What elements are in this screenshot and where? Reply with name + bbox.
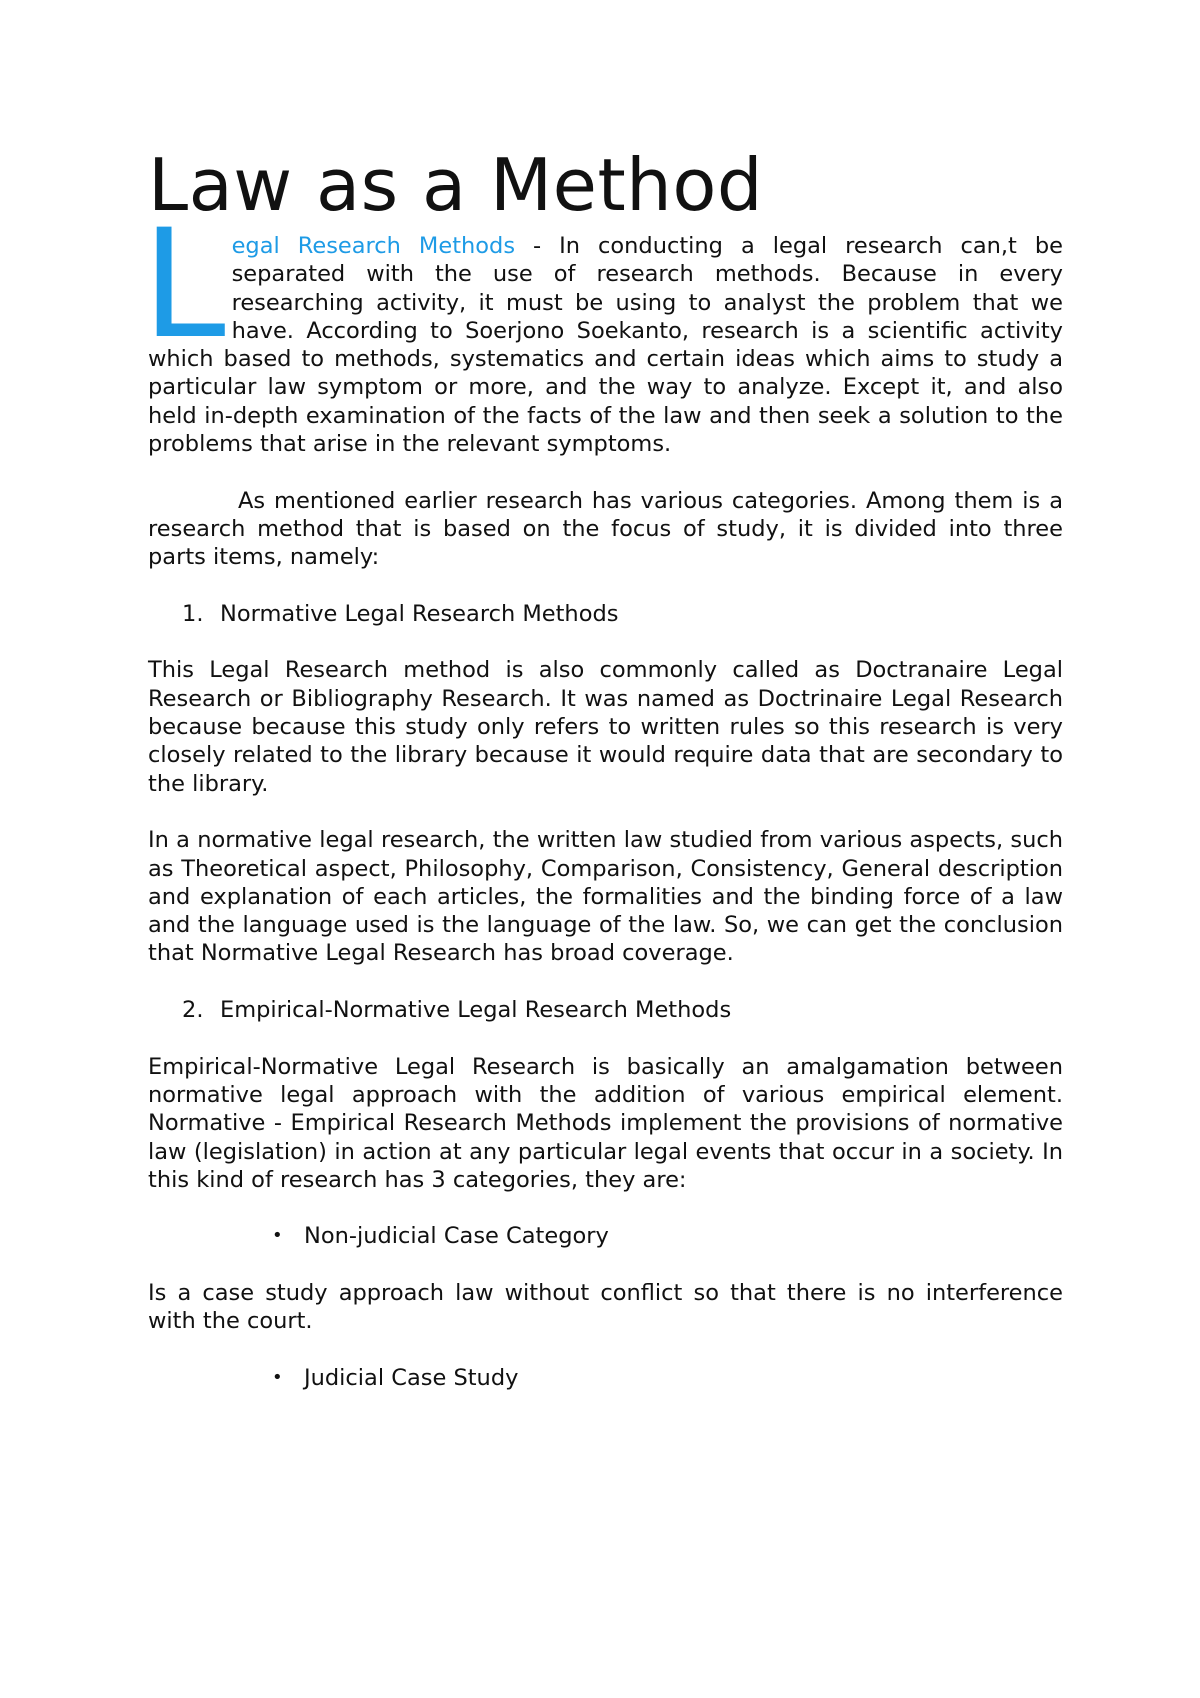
bullet-icon: • — [272, 1366, 283, 1388]
item-label: Normative Legal Research Methods — [220, 600, 619, 627]
empirical-paragraph: Empirical-Normative Legal Research is basically an amalgamation between normative legal approach with the addition of various empirical element. Normative - Empirical Research Methods implement the provisions of normative law (legislation) in action at any particular legal events that occur in a society. In this kind of research has 3 categories, they are: — [148, 1053, 1063, 1193]
item-number: 2. — [182, 997, 204, 1024]
bullet-item-2 — [148, 1364, 1063, 1392]
item-number: 1. — [182, 600, 204, 627]
normative-paragraph-2: In a normative legal research, the written law studied from various aspects, such as Theoretical aspect, Philosophy, Comparison, Consistency, General description and explanation of each articles, the formalities and the binding force of a law and the language used is the language of the law. So, we can get the conclusion that Normative Legal Research has broad coverage. — [148, 827, 1063, 967]
intro-paragraph — [142, 198, 1063, 458]
bullet-icon: • — [272, 1225, 283, 1247]
categories-paragraph: As mentioned earlier research has various categories. Among them is a research method that is based on the focus of study, it is divided into three parts items, namely: — [148, 487, 1063, 571]
document-body — [142, 140, 1063, 1392]
bullet-label: Judicial Case Study — [304, 1364, 519, 1391]
numbered-item-2 — [148, 996, 1063, 1024]
bullet-label: Non-judicial Case Category — [304, 1223, 609, 1250]
page-title: Law as a Method — [148, 143, 764, 227]
intro-text: - In conducting a legal research can,t be separated with the use of research methods. Because in every researching activity, it must be using to analyst the problem that we have. According to Soerjono Soekanto, research is a scientific activity which based to methods, systematics and certain ideas which aims to study a particular law symptom or more, and the way to analyze. Except it, and also held in-depth examination of the facts of the law and then seek a solution to the problems that arise in the relevant symptoms. — [148, 233, 1063, 458]
drop-cap: L — [142, 198, 226, 372]
item-label: Empirical-Normative Legal Research Methods — [220, 997, 732, 1024]
bullet-item-1 — [148, 1222, 1063, 1250]
intro-lead: egal Research Methods — [231, 233, 516, 259]
normative-paragraph-1: This Legal Research method is also commonly called as Doctranaire Legal Research or Bibliography Research. It was named as Doctrinaire Legal Research because because this study only refers to written rules so this research is very closely related to the library because it would require data that are secondary to the library. — [148, 657, 1063, 797]
nonjudicial-paragraph: Is a case study approach law without conflict so that there is no interference with the court. — [148, 1279, 1063, 1335]
numbered-item-1 — [148, 600, 1063, 628]
